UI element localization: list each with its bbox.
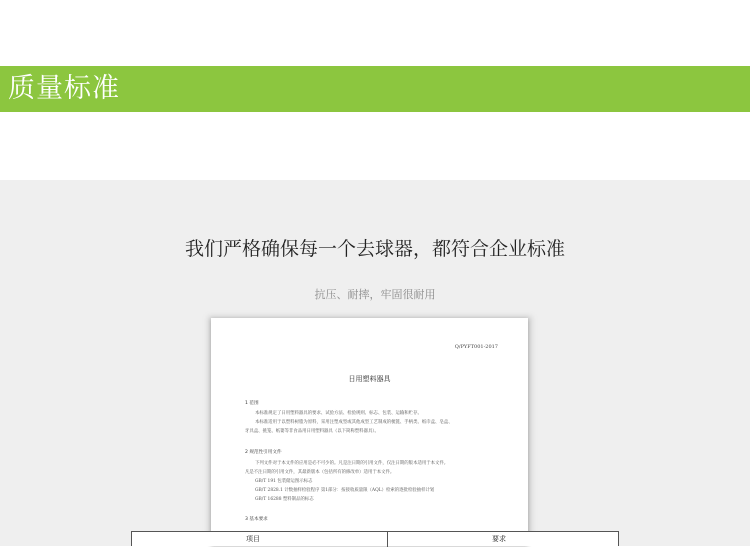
section-heading: 1 范围	[245, 401, 259, 406]
document-line: 下列文件对于本文件的应用是必不可少的。凡是注日期的引用文件，仅注日期的版本适用于本文件。	[255, 461, 449, 466]
requirements-table-header	[131, 531, 619, 546]
subheadline: 抗压、耐摔，牢固很耐用	[314, 288, 436, 301]
section-banner	[0, 66, 750, 112]
banner-spacer	[0, 112, 750, 180]
document-line: 牙具盒、挑笼、纸篓等非食品用日用塑料器具（以下简称塑料器具）。	[245, 429, 379, 434]
document-line: 凡是不注日期的引用文件，其最新版本（包括所有的修改单）适用于本文件。	[245, 470, 395, 475]
section-heading: 2 规范性引用文件	[245, 450, 282, 455]
document-code: Q/PYFT001-2017	[454, 344, 498, 350]
document-line: GB/T 2828.1 计数抽样检验程序 第1部分：按接收质量限（AQL）检索的逐批检验抽样计划	[255, 488, 435, 493]
standard-document	[211, 318, 528, 546]
headline: 我们严格确保每一个去球器，都符合企业标准	[184, 238, 565, 260]
document-line: GB/T 191 包装储运图示标志	[255, 479, 313, 484]
document-title: 日用塑料器具	[348, 375, 391, 383]
table-divider	[387, 532, 388, 547]
document-line: GB/T 16288 塑料制品的标志	[255, 497, 314, 502]
top-spacer	[0, 0, 750, 66]
table-header-item: 项目	[246, 535, 260, 543]
document-line: 本标准规定了日用塑料器具的要求、试验方法、检验规则、标志、包装、运输和贮存。	[255, 411, 422, 416]
section-heading: 3 基本要求	[245, 517, 268, 522]
document-line: 本标准适用于以塑料树脂为原料，采用注塑成型或其他成型工艺制成的梳篦、手柄类、纸巾盒、皂盒、	[255, 420, 453, 425]
banner-title: 质量标准	[8, 73, 120, 104]
table-header-requirement: 要求	[492, 535, 506, 543]
